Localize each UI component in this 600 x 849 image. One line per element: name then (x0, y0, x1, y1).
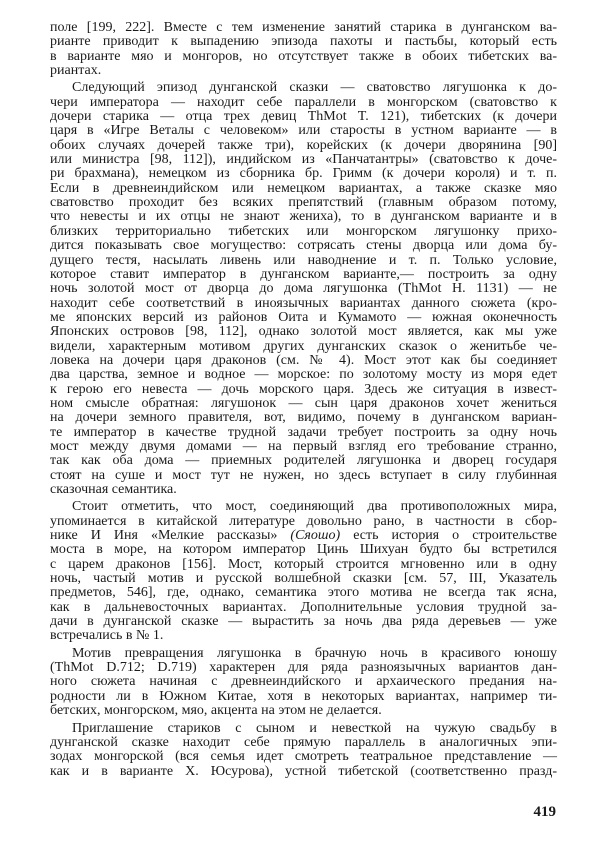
paragraph (50, 500, 557, 643)
text-segment: нике И Иня «Мелкие рассказы» (50, 528, 291, 544)
text-line: ночь золотой мост от дворца до дома лягушонка (ThMot H. 1131) — не (50, 281, 557, 297)
text-line: родности ли в Южном Китае, хотя в некоторых вариантах, например ти- (50, 688, 557, 704)
text-line: дачи в дунганской сказке — вырастить за ночь два ряда деревьев — уже (50, 614, 557, 630)
text-line: чери императора — находит себе параллели в монгорском (сватовство к (50, 94, 557, 110)
page-body (50, 21, 557, 782)
text-line: на дочери земного правителя, вот, видимо, почему в дунганском вариан- (50, 410, 557, 426)
text-line: ного сюжета начиная с древнеиндийского и архаического предания на- (50, 674, 557, 690)
text-line: риантах. (50, 63, 102, 79)
text-line: видели, характерным мотивом других дунганских сказок о женитьбе че- (50, 338, 557, 354)
text-line (50, 529, 557, 543)
text-line: мост между двумя домами — на первый взгляд его требование странно, (50, 438, 557, 454)
text-line: ловека на дочери царя драконов (см. № 4). Мост этот как бы соединяет (50, 352, 557, 368)
text-line: Следующий эпизод дунганской сказки — сватовство лягушонка к до- (72, 80, 557, 96)
text-segment: есть история о строительстве (340, 528, 557, 544)
text-line: бетских, монгорском, мяо, акцента на этом не делается. (50, 703, 382, 719)
text-line: дунганской сказке находит себе прямую параллель в аналогичных эпи- (50, 734, 557, 750)
text-line: близких территориально тибетских или монгорском лягушонку прихо- (50, 223, 557, 239)
text-line: что невесты и их отцы не знают жениха), то в дунганском варианте и в (50, 209, 557, 225)
text-line: так как оба дома — приемных родителей лягушонка и дворец государя (50, 453, 557, 469)
text-line: дится показывать свое могущество: сотрясать стены дворца или дома бу- (50, 238, 557, 254)
paragraph (50, 722, 557, 779)
text-line: два царства, земное и водное — морское: по золотому мосту из моря едет (50, 367, 557, 383)
text-line: стоят на суше и мост тут не нужен, но здесь вступает в силу глубинная (50, 467, 557, 483)
text-line: сказочная семантика. (50, 482, 177, 497)
text-line: обоих случаях дочерей также три), корейских (к дочери дворянина [90] (50, 137, 557, 153)
text-line: царя в «Игре Веталы с человеком» или старосты в устном варианте — в (50, 123, 557, 139)
text-line: как и в варианте Х. Юсурова), устной тибетской (соответственно празд- (50, 763, 557, 779)
italic-title: (Сяошо) (290, 528, 341, 544)
text-line: зодах монгорской (вся семья идет смотреть театральное представление — (50, 749, 557, 765)
text-line: рианте приводит к выпадению эпизода пахоты и пастьбы, который есть (50, 34, 557, 50)
text-line: (ThMot D.712; D.719) характерен для ряда разноязычных вариантов дан- (50, 660, 557, 676)
text-line: в варианте мяо и монгоров, но отсутствует также в обоих тибетских ва- (50, 48, 557, 64)
text-line: ночь, частый мотив и русской волшебной сказки [см. 57, III, Указатель (50, 571, 557, 587)
paragraph (50, 81, 557, 497)
paragraph (50, 21, 557, 78)
text-line: с царем драконов [156]. Мост, который строится мгновенно или в одну (50, 556, 557, 572)
text-line: те император в качестве трудной задачи требует построить за одну ночь (50, 424, 557, 440)
text-line: встречались в № 1. (50, 628, 164, 644)
text-line: ме японских версий из районов Оита и Кумамото — южная оконечность (50, 309, 557, 325)
text-line: сватовство проходит без всяких препятствий (главным образом потому, (50, 195, 557, 211)
text-line: находит себе соответствий в иноязычных вариантах данного сюжета (кро- (50, 295, 557, 311)
text-line: ном смысле обратная: лягушонок — сын царя драконов хочет жениться (50, 395, 557, 411)
text-line: ри брахмана), немецком из сборника бр. Гримм (к дочери короля) и т. п. (50, 166, 557, 182)
page-number: 419 (533, 804, 556, 820)
text-line: как в дальневосточных вариантах. Дополнительные условия трудной за- (50, 599, 557, 615)
text-line: дущего тестя, насылать ливень или наводнение и т. п. Только условие, (50, 252, 557, 268)
text-line: Если в древнеиндийском или немецком вариантах, а также сказке мяо (50, 180, 557, 196)
text-line: Стоит отметить, что мост, соединяющий два противоположных мира, (72, 499, 557, 515)
paragraph (50, 647, 557, 719)
text-line: к герою его невеста — дочь морского царя. Здесь же ситуация в извест- (50, 381, 557, 397)
text-line: Приглашение стариков с сыном и невесткой на чужую свадьбу в (72, 720, 557, 736)
text-line: Японских островов [98, 112], однако золотой мост является, как мы уже (50, 324, 557, 340)
text-line: дочери старика — отца трех девиц ThMot T. 121), тибетских (к дочери (50, 109, 557, 125)
text-line: Мотив превращения лягушонка в брачную ночь в красивого юношу (72, 645, 557, 661)
text-line: которое ставит император в дунганском варианте,— построить за одну (50, 266, 557, 282)
text-line: упоминается в китайской литературе довольно рано, в частности в сбор- (50, 513, 557, 529)
text-line: или министра [98, 112]), индийском из «Панчатантры» (сватовство к доче- (50, 152, 557, 168)
text-line: моста в море, на котором император Цинь Шихуан будто бы встретился (50, 542, 557, 558)
text-line: поле [199, 222]. Вместе с тем изменение занятий старика в дунганском ва- (50, 20, 557, 35)
text-line: предметов, 546], где, однако, семантика этого мотива не всегда так ясна, (50, 585, 557, 601)
